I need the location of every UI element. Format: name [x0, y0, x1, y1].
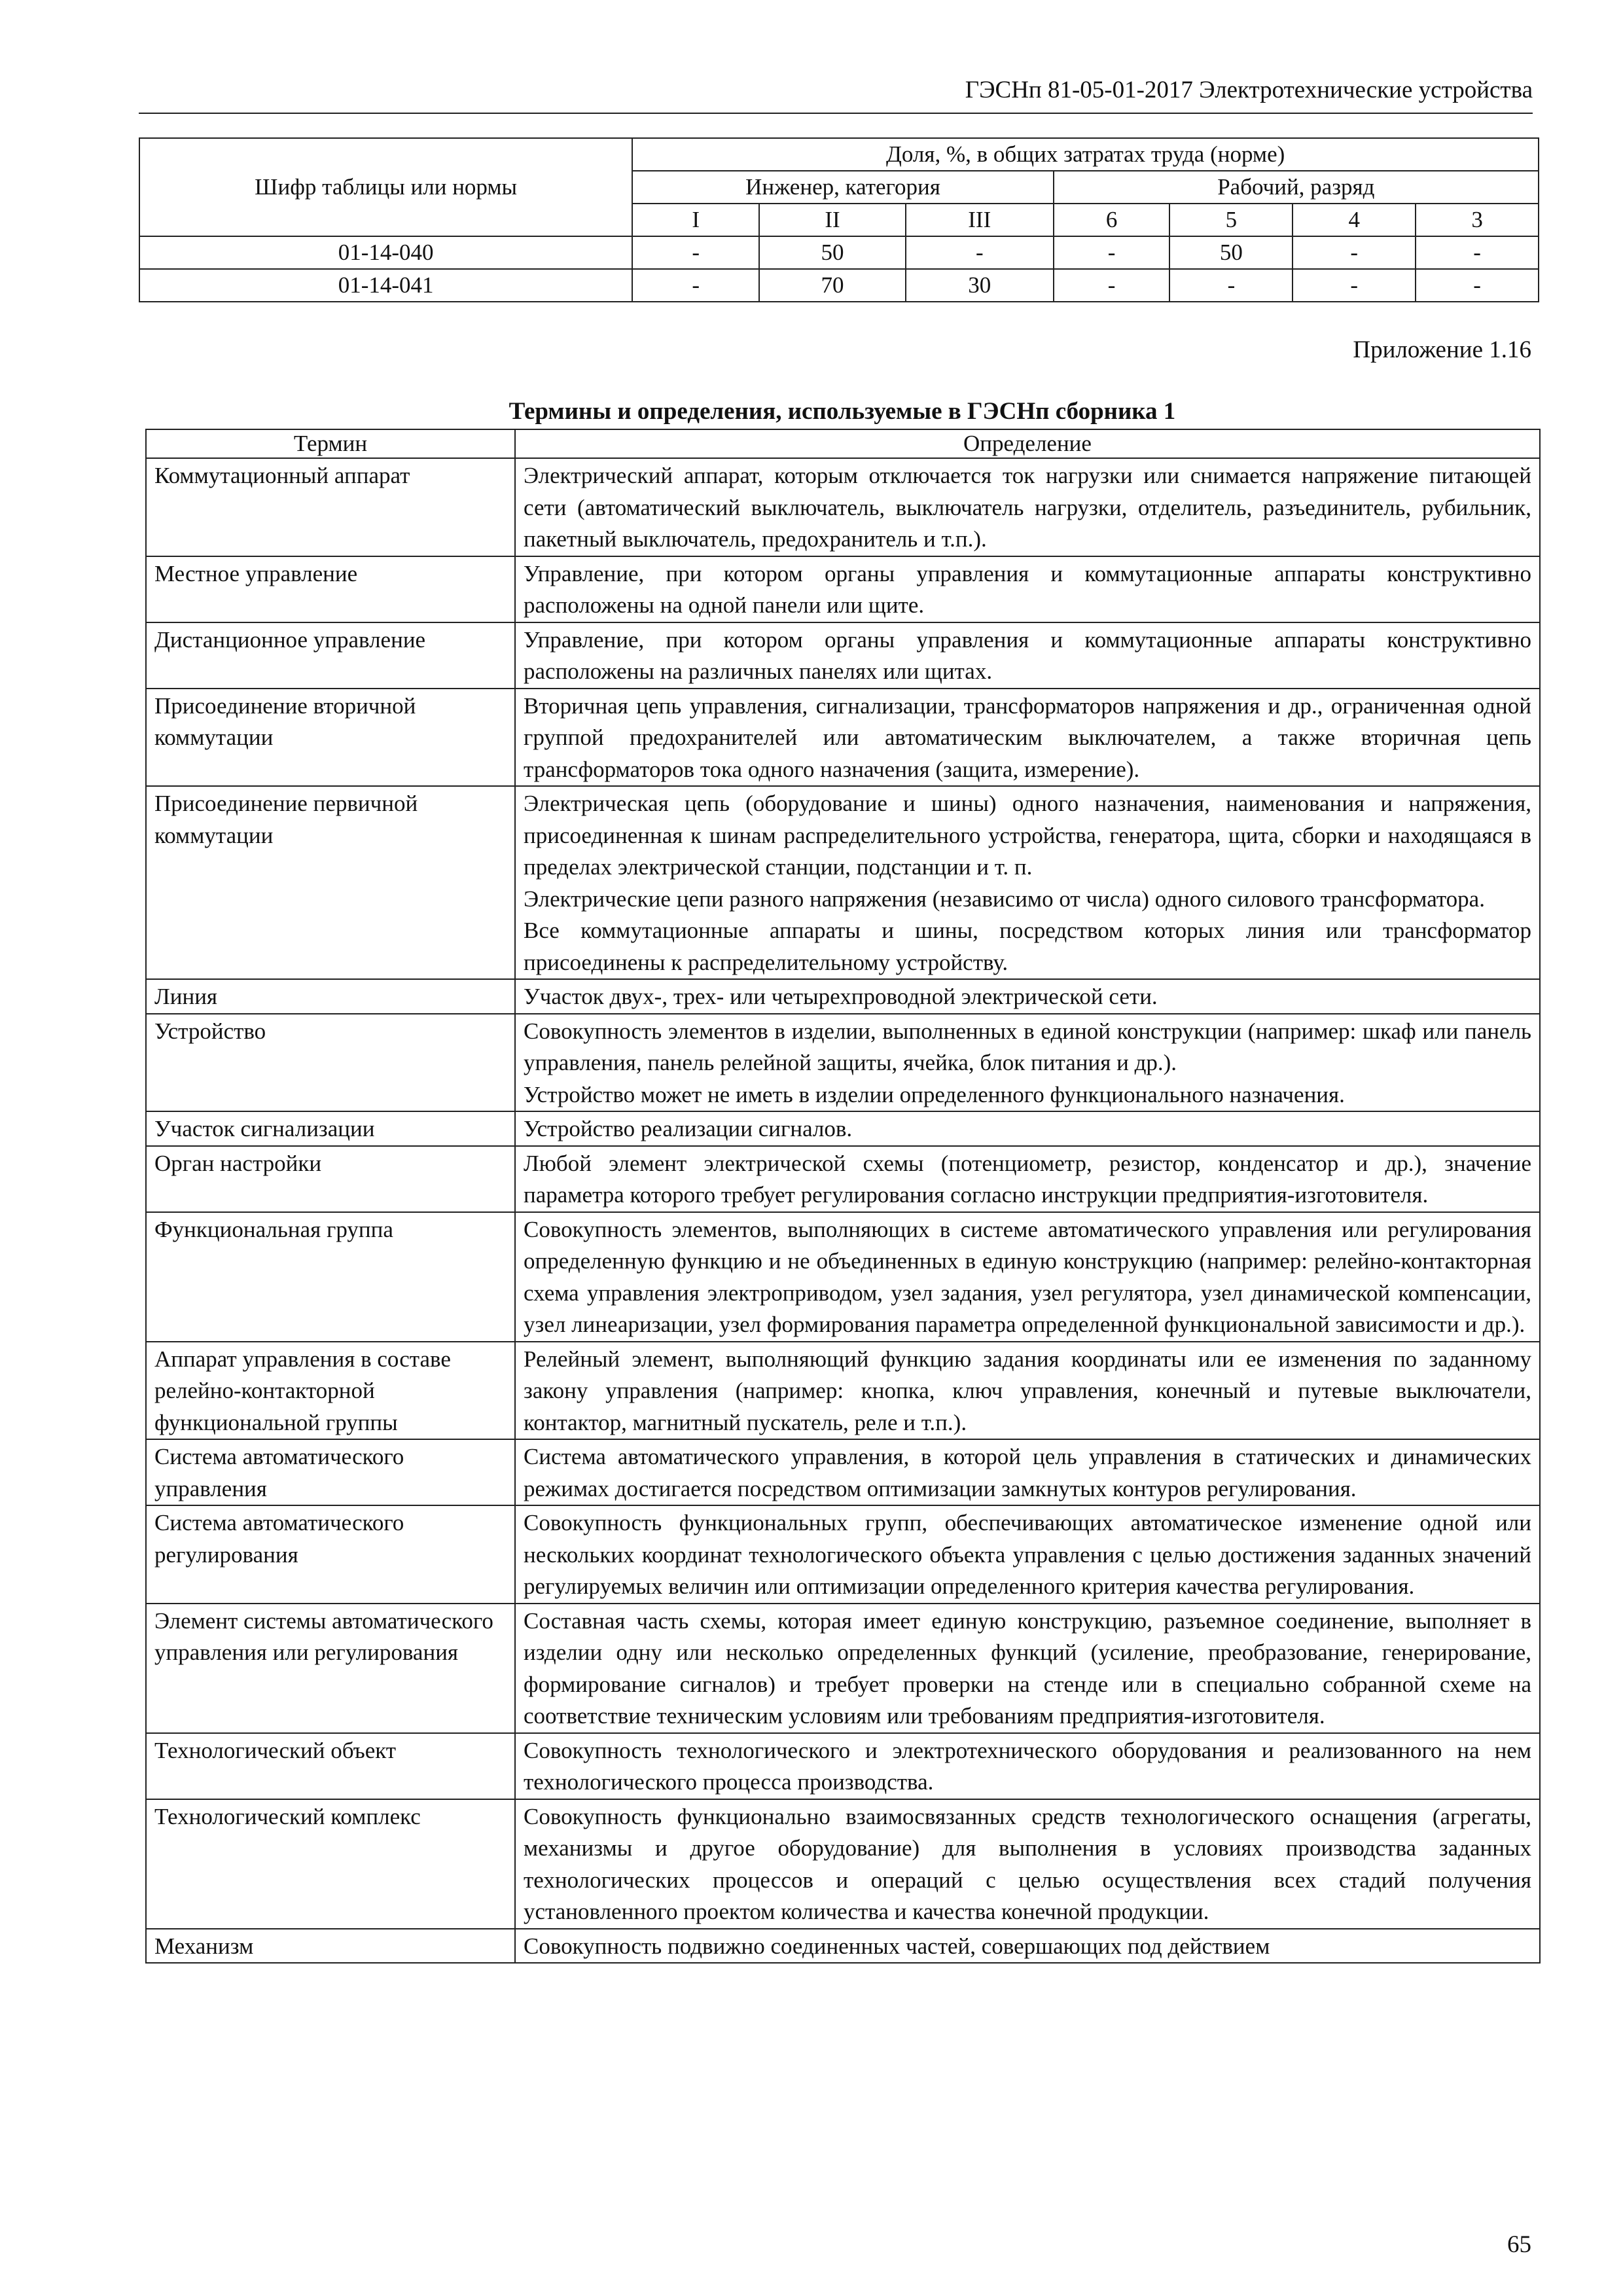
- term-cell: Коммутационный аппарат: [146, 458, 515, 556]
- running-header: [139, 71, 1533, 114]
- share-value-cell: -: [1054, 269, 1170, 302]
- definition-cell: [515, 1111, 1540, 1146]
- worker-grade-cell: 6: [1054, 204, 1170, 236]
- terms-definitions-table: [145, 429, 1541, 1964]
- term-cell: Устройство: [146, 1014, 515, 1112]
- definition-paragraph: Совокупность технологического и электротехнического оборудования и реализованного на нем технологического процесса производства.: [524, 1737, 1531, 1795]
- worker-grade-cell: 3: [1416, 204, 1539, 236]
- definition-paragraph: Совокупность функционально взаимосвязанных средств технологического оснащения (агрегаты, механизмы и другое оборудование) для выполнения в условиях производства заданных технологических процессов и операций с целью осуществления всех стадий получения установленного проектом количества и качества конечной продукции.: [524, 1803, 1531, 1924]
- table-row: [146, 1604, 1540, 1733]
- term-cell: Механизм: [146, 1929, 515, 1964]
- definition-cell: [515, 1212, 1540, 1342]
- term-cell: Элемент системы автоматического управления или регулирования: [146, 1604, 515, 1733]
- share-value-cell: 50: [759, 236, 906, 269]
- term-cell: Система автоматического регулирования: [146, 1505, 515, 1604]
- term-column-header: Термин: [146, 429, 515, 458]
- definition-paragraph: Управление, при котором органы управления и коммутационные аппараты конструктивно расположены на одной панели или щите.: [524, 560, 1531, 618]
- table-row: [146, 1439, 1540, 1505]
- definition-cell: [515, 1342, 1540, 1440]
- table-row: [146, 622, 1540, 689]
- definition-cell: [515, 1439, 1540, 1505]
- definition-paragraph: Вторичная цепь управления, сигнализации, трансформаторов напряжения и др., ограниченная одной группой предохранителей или автоматическим выключателем, а также вторичная цепь трансформаторов тока одного назначения (защита, измерение).: [524, 692, 1531, 782]
- table-row: [146, 1929, 1540, 1964]
- table-row: [146, 556, 1540, 622]
- norm-code-cell: 01-14-040: [139, 236, 632, 269]
- definition-paragraph: Релейный элемент, выполняющий функцию задания координаты или ее изменения по заданному закону управления (например: кнопка, ключ управления, конечный и путевые выключатели, контактор, магнитный пускатель, реле и т.п.).: [524, 1346, 1531, 1435]
- share-value-cell: -: [1169, 269, 1293, 302]
- share-value-cell: 50: [1169, 236, 1293, 269]
- definition-paragraph: Управление, при котором органы управления и коммутационные аппараты конструктивно расположены на различных панелях или щитах.: [524, 626, 1531, 684]
- definition-paragraph: Устройство может не иметь в изделии определенного функционального назначения.: [524, 1081, 1345, 1107]
- term-cell: Присоединение первичной коммутации: [146, 786, 515, 979]
- definition-cell: [515, 458, 1540, 556]
- worker-grade-cell: 5: [1169, 204, 1293, 236]
- table-row: [146, 689, 1540, 787]
- term-cell: Технологический объект: [146, 1733, 515, 1799]
- share-value-cell: -: [1293, 236, 1416, 269]
- terms-rows: [146, 458, 1540, 1963]
- definition-cell: [515, 1799, 1540, 1929]
- table-row: [139, 236, 1539, 269]
- share-value-cell: -: [632, 269, 759, 302]
- table-row: [146, 1733, 1540, 1799]
- code-column-header: Шифр таблицы или нормы: [139, 138, 632, 236]
- definition-cell: [515, 1146, 1540, 1212]
- term-cell: Система автоматического управления: [146, 1439, 515, 1505]
- term-cell: Дистанционное управление: [146, 622, 515, 689]
- definition-cell: [515, 979, 1540, 1014]
- definition-paragraph: Совокупность элементов, выполняющих в системе автоматического управления или регулирования определенную функцию и не объединенных в единую конструкцию (например: релейно-контакторная схема управления электроприводом, узел задания, узел регулятора, узел динамической компенсации, узел линеаризации, узел формирования параметра определенной функциональной зависимости и др.).: [524, 1216, 1531, 1337]
- definition-cell: [515, 1733, 1540, 1799]
- share-value-cell: -: [906, 236, 1054, 269]
- definition-cell: [515, 556, 1540, 622]
- table-row: [146, 1014, 1540, 1112]
- engineer-category-header: Инженер, категория: [632, 171, 1053, 204]
- share-value-cell: -: [632, 236, 759, 269]
- page-number: 65: [1507, 2231, 1531, 2258]
- norm-code-cell: 01-14-041: [139, 269, 632, 302]
- definition-cell: [515, 1505, 1540, 1604]
- definition-paragraph: Все коммутационные аппараты и шины, посредством которых линия или трансформатор присоединены к распределительному устройству.: [524, 918, 1531, 975]
- term-cell: Участок сигнализации: [146, 1111, 515, 1146]
- share-value-cell: -: [1416, 269, 1539, 302]
- term-cell: Присоединение вторичной коммутации: [146, 689, 515, 787]
- engineer-category-cell: I: [632, 204, 759, 236]
- definition-cell: [515, 786, 1540, 979]
- term-cell: Местное управление: [146, 556, 515, 622]
- definition-cell: [515, 689, 1540, 787]
- definition-paragraph: Система автоматического управления, в которой цель управления в статических и динамических режимах достигается посредством оптимизации замкнутых контуров регулирования.: [524, 1444, 1531, 1501]
- term-cell: Линия: [146, 979, 515, 1014]
- definition-paragraph: Электрические цепи разного напряжения (независимо от числа) одного силового трансформатора.: [524, 886, 1485, 912]
- worker-grade-header: Рабочий, разряд: [1054, 171, 1539, 204]
- share-value-cell: -: [1054, 236, 1170, 269]
- definition-cell: [515, 1604, 1540, 1733]
- document-title: ГЭСНп 81-05-01-2017 Электротехнические устройства: [965, 77, 1533, 103]
- definition-cell: [515, 622, 1540, 689]
- table-row: [146, 1505, 1540, 1604]
- table-row: [146, 786, 1540, 979]
- labor-distribution-table: [139, 137, 1539, 302]
- term-cell: Аппарат управления в составе релейно-контакторной функциональной группы: [146, 1342, 515, 1440]
- definition-paragraph: Участок двух-, трех- или четырехпроводной электрической сети.: [524, 984, 1158, 1009]
- definition-paragraph: Составная часть схемы, которая имеет единую конструкцию, разъемное соединение, выполняет в изделии одну или несколько определенных функций (усиление, преобразование, генерирование, формирование сигналов) и требует проверки на стенде или в специально собранной схеме на соответствие техническим условиям или требованиям предприятия-изготовителя.: [524, 1607, 1531, 1729]
- worker-grade-cell: 4: [1293, 204, 1416, 236]
- distribution-rows: [139, 236, 1539, 302]
- term-cell: Технологический комплекс: [146, 1799, 515, 1929]
- engineer-category-cell: II: [759, 204, 906, 236]
- table-row: [146, 1111, 1540, 1146]
- table-row: [146, 979, 1540, 1014]
- definition-paragraph: Электрический аппарат, которым отключается ток нагрузки или снимается напряжение питающей сети (автоматический выключатель, выключатель нагрузки, отделитель, разъединитель, рубильник, пакетный выключатель, предохранитель и т.п.).: [524, 463, 1531, 552]
- table-row: [146, 458, 1540, 556]
- definition-column-header: Определение: [515, 429, 1540, 458]
- share-value-cell: 30: [906, 269, 1054, 302]
- labor-share-header: Доля, %, в общих затратах труда (норме): [632, 138, 1539, 171]
- definition-cell: [515, 1014, 1540, 1112]
- share-value-cell: -: [1293, 269, 1416, 302]
- terms-table-title: Термины и определения, используемые в ГЭСНп сборника 1: [508, 398, 1176, 425]
- share-value-cell: -: [1416, 236, 1539, 269]
- definition-paragraph: Электрическая цепь (оборудование и шины) одного назначения, наименования и напряжения, присоединенная к шинам распределительного устройства, генератора, щита, сборки и находящаяся в пределах электрической станции, подстанции и т. п.: [524, 791, 1531, 880]
- definition-cell: [515, 1929, 1540, 1964]
- definition-paragraph: Совокупность подвижно соединенных частей, совершающих под действием: [524, 1933, 1270, 1959]
- definition-paragraph: Устройство реализации сигналов.: [524, 1116, 853, 1141]
- share-value-cell: 70: [759, 269, 906, 302]
- definition-paragraph: Совокупность элементов в изделии, выполненных в единой конструкции (например: шкаф или панель управления, панель релейной защиты, ячейка, блок питания и др.).: [524, 1018, 1531, 1075]
- table-row: [139, 269, 1539, 302]
- table-row: [146, 1212, 1540, 1342]
- term-cell: Функциональная группа: [146, 1212, 515, 1342]
- table-row: [146, 1799, 1540, 1929]
- definition-paragraph: Любой элемент электрической схемы (потенциометр, резистор, конденсатор и др.), значение параметра которого требует регулирования согласно инструкции предприятия-изготовителя.: [524, 1150, 1531, 1208]
- appendix-label: Приложение 1.16: [1353, 336, 1531, 363]
- term-cell: Орган настройки: [146, 1146, 515, 1212]
- table-row: [146, 1342, 1540, 1440]
- table-row: [146, 1146, 1540, 1212]
- engineer-category-cell: III: [906, 204, 1054, 236]
- definition-paragraph: Совокупность функциональных групп, обеспечивающих автоматическое изменение одной или нескольких координат технологического объекта управления с целью достижения заданных значений регулируемых величин или оптимизации определенного критерия качества регулирования.: [524, 1510, 1531, 1599]
